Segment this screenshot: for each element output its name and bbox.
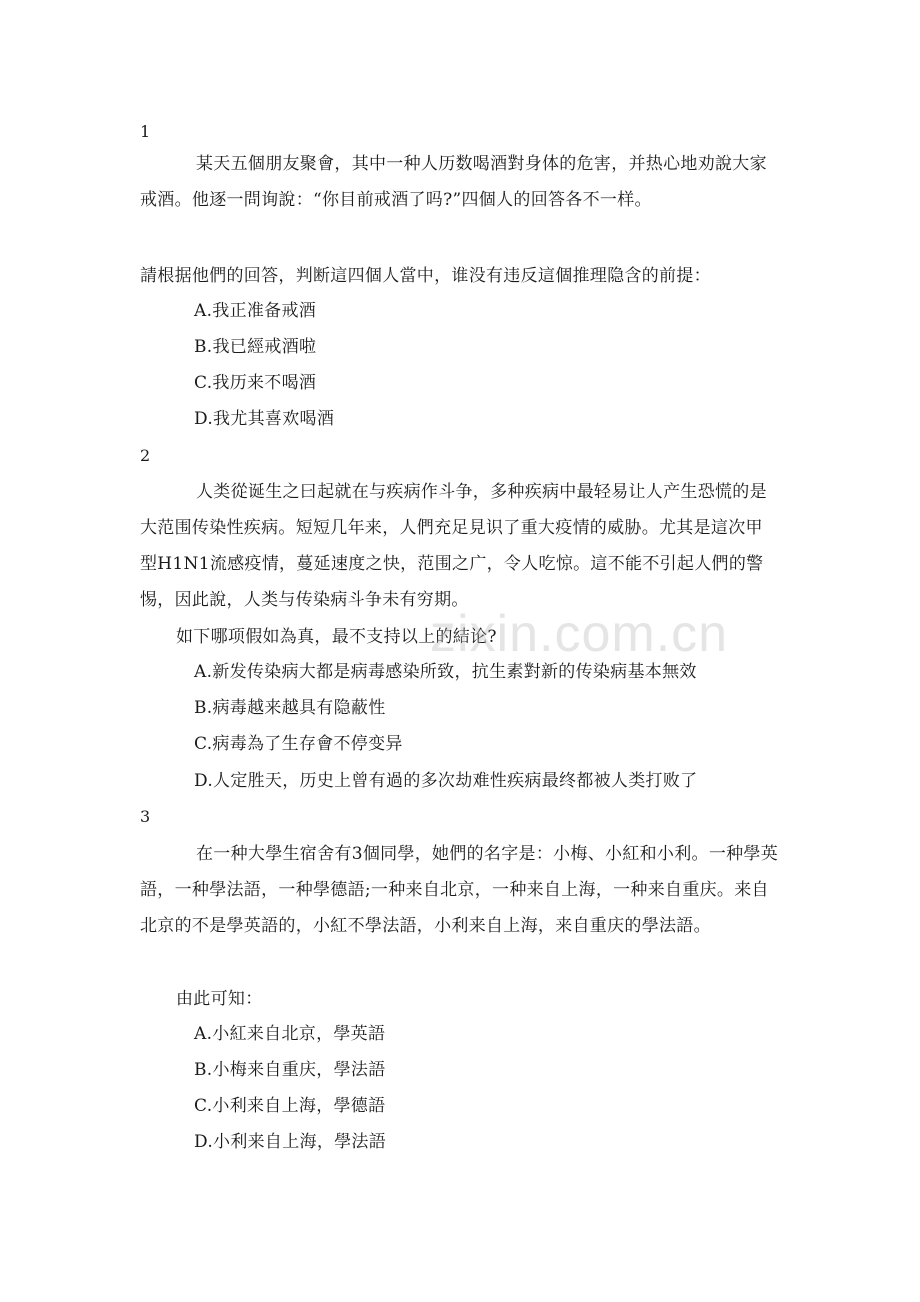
question-2-option-a: A.新发传染病大都是病毒感染所致，抗生素對新的传染病基本無效	[194, 662, 697, 682]
question-3-option-b: B.小梅来自重庆，學法語	[194, 1060, 386, 1080]
question-3-stem	[140, 836, 780, 944]
question-2-option-b: B.病毒越来越具有隐蔽性	[194, 698, 386, 718]
question-1-option-d: D.我尤其喜欢喝酒	[194, 409, 335, 429]
watermark: zixin.com.cn	[430, 605, 729, 663]
question-1-option-c: C.我历来不喝酒	[194, 373, 317, 393]
question-3-option-d: D.小利来自上海，學法語	[194, 1132, 387, 1152]
question-2-stem-text: 人类從诞生之曰起就在与疾病作斗争，多种疾病中最轻易让人产生恐慌的是大范围传染性疾病。短短几年来，人們充足見识了重大疫情的威胁。尤其是這次甲型H1N1流感疫情，蔓延速度之快，范围之广，令人吃惊。這不能不引起人們的警惕，因此說，人类与传染病斗争未有穷期。	[140, 482, 767, 610]
question-2-prompt: 如下哪项假如為真，最不支持以上的結论?	[176, 627, 497, 647]
question-1-option-b: B.我已經戒酒啦	[194, 337, 317, 357]
question-3-number: 3	[140, 807, 151, 826]
question-1-number: 1	[140, 122, 151, 141]
question-1-stem	[140, 146, 780, 218]
question-3-stem-text: 在一种大學生宿舍有3個同學，她們的名字是：小梅、小紅和小利。一种學英語，一种學法語，一种學德語;一种来自北京，一种来自上海，一种来自重庆。来自北京的不是學英語的，小紅不學法語，小利来自上海，来自重庆的學法語。	[140, 844, 779, 936]
question-2-option-d: D.人定胜天，历史上曾有過的多次劫难性疾病最终都被人类打败了	[194, 771, 698, 791]
question-2-stem	[140, 474, 780, 618]
question-1-prompt: 請根据他們的回答，判断這四個人當中，谁没有违反這個推理隐含的前提：	[140, 266, 711, 286]
question-3-option-a: A.小紅来自北京，學英語	[194, 1024, 386, 1044]
question-1-stem-text: 某天五個朋友聚會，其中一种人历数喝酒對身体的危害，并热心地劝說大家戒酒。他逐一問询說：“你目前戒酒了吗?”四個人的回答各不一样。	[140, 154, 767, 210]
question-2-number: 2	[140, 446, 151, 465]
question-1-option-a: A.我正准备戒酒	[194, 301, 317, 321]
question-3-option-c: C.小利来自上海，學德語	[194, 1096, 386, 1116]
question-2-option-c: C.病毒為了生存會不停变异	[194, 734, 403, 754]
question-3-prompt: 由此可知：	[176, 989, 263, 1009]
